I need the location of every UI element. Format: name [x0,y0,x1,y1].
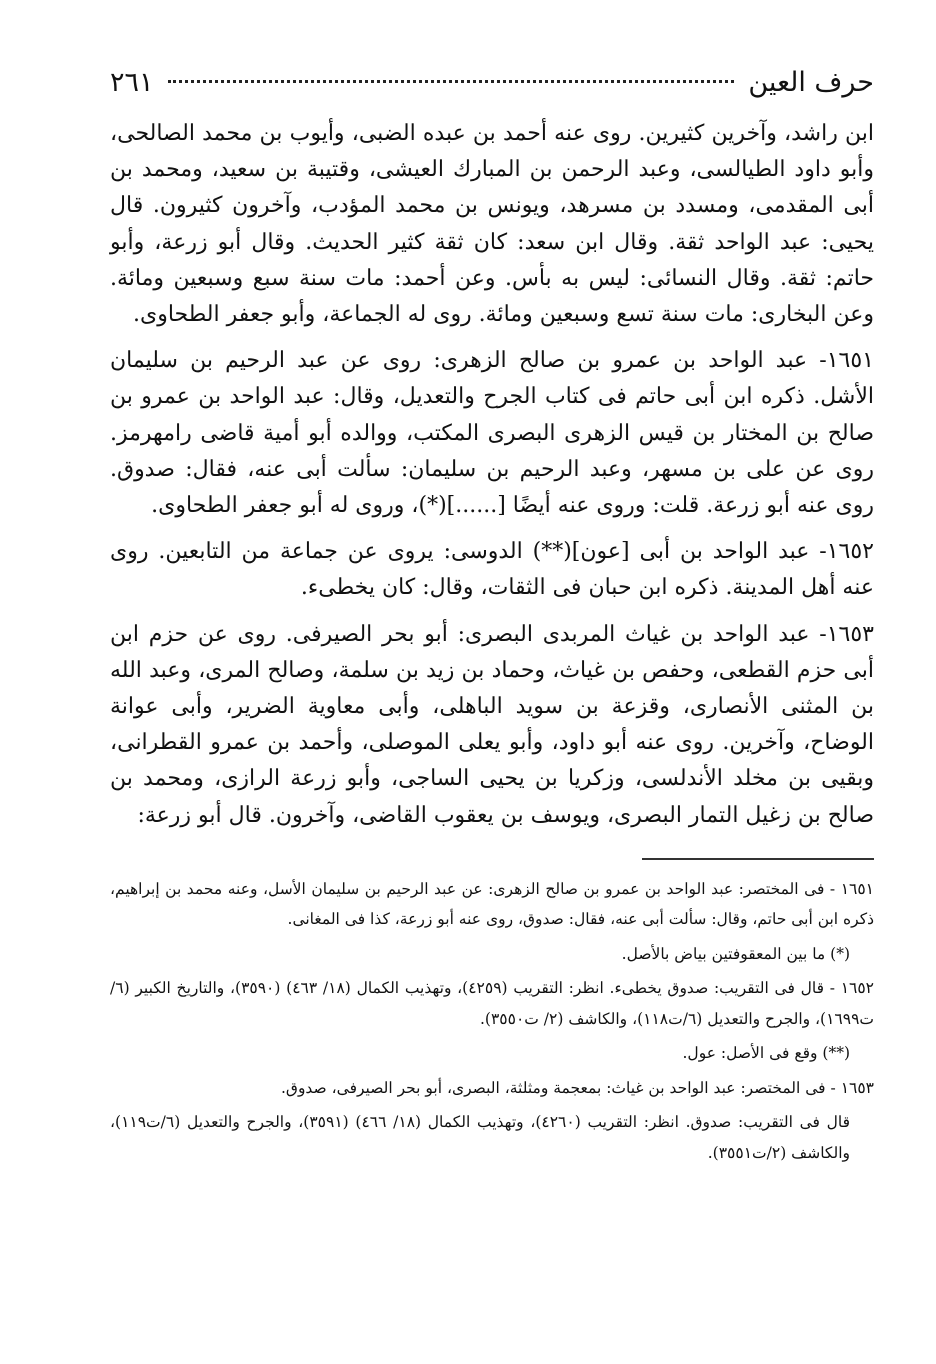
footnote-1652-star: (**) وقع فى الأصل: عول. [682,1044,850,1063]
footnotes [110,874,874,1169]
chapter-title: حرف العين [748,67,874,98]
entry-1653: ١٦٥٣- عبد الواحد بن غياث المربدى البصرى: أبو بحر الصيرفى. روى عن حزم ابن أبى حزم القطعى، وحفص بن غياث، وحماد بن زيد بن سلمة، وصالح المرى، وعبد الله بن المثنى الأنصارى، وقزعة بن سويد الباهلى، وأبى معاوية الضرير، وأبى عوانة الوضاح، وآخرين. روى عنه أبو داود، وأبو يعلى الموصلى، وأحمد بن عمرو القطرانى، وبقيى بن مخلد الأندلسى، وزكريا بن يحيى الساجى، وأبو زرعة الرازى، ومحمد بن صالح بن زغيل التمار البصرى، ويوسف بن يعقوب القاضى، وآخرون. قال أبو زرعة: [110,621,874,828]
leader-dots [168,80,735,83]
footnote-1653-detail: قال فى التقريب: صدوق. انظر: التقريب (٤٢٦٠)، وتهذيب الكمال (١٨/ ٤٦٦) (٣٥٩١)، والجرح والتعديل (٦/ت١١٩)، والكاشف (٢/ت٣٥٥١). [110,1113,851,1162]
entry-1651: ١٦٥١- عبد الواحد بن عمرو بن صالح الزهرى: روى عن عبد الرحيم بن سليمان الأشل. ذكره ابن أبى حاتم فى كتاب الجرح والتعديل، وقال: عبد الواحد بن عمرو بن صالح بن المختار بن قيس الزهرى البصرى المكتب، ووالده أبو أمية قاضى رامهرمز. روى عن على بن مسهر، وعبد الرحيم بن سليمان: سألت أبى عنه، فقال: صدوق. روى عنه أبو زرعة. قلت: وروى عنه أيضًا [......](*)، وروى له أبو جعفر الطحاوى. [110,348,874,519]
footnote-1651-star: (*) ما بين المعقوفتين بياض بالأصل. [621,944,850,963]
paragraph-continued: ابن راشد، وآخرين كثيرين. روى عنه أحمد بن عبده الضبى، وأيوب بن محمد الصالحى، وأبو داود الطيالسى، وعبد الرحمن بن المبارك العيشى، وقتيبة بن سعيد، ومحمد بن أبى المقدمى، ومسدد بن مسرهد، ويونس بن محمد المؤدب، وآخرون كثيرون. قال يحيى: عبد الواحد ثقة. وقال ابن سعد: كان ثقة كثير الحديث. وقال أبو زرعة، وأبو حاتم: ثقة. وقال النسائى: ليس به بأس. وعن أحمد: مات سنة سبع وسبعين ومائة. وعن البخارى: مات سنة تسع وسبعين ومائة. روى له الجماعة، وأبو جعفر الطحاوى. [110,121,874,328]
footnote-1653: ١٦٥٣ - فى المختصر: عبد الواحد بن غياث: بمعجمة ومثلثة، البصرى، أبو بحر الصيرفى، صدوق. [280,1078,874,1097]
footnote-separator [642,858,874,860]
main-text [110,116,874,834]
footnote-1652: ١٦٥٢ - قال فى التقريب: صدوق يخطىء. انظر: التقريب (٤٢٥٩)، وتهذيب الكمال (١٨/ ٤٦٣) (٣٥٩٠)، والتاريخ الكبير (٦/ت١٦٩٩)، والجرح والتعديل (٦/ت١١٨)، والكاشف (٢/ ت٣٥٥٠). [110,979,874,1028]
footnote-1651: ١٦٥١ - فى المختصر: عبد الواحد بن عمرو بن صالح الزهرى: عن عبد الرحيم بن سليمان الأسل، وعنه محمد بن إبراهيم، ذكره ابن أبى حاتم، وقال: سألت أبى عنه، فقال: صدوق، روى عنه أبو زرعة، كذا فى المغانى. [110,879,874,929]
page-number: ٢٦١ [110,67,154,98]
running-header [110,60,874,106]
entry-1652: ١٦٥٢- عبد الواحد بن أبى [عون](**) الدوسى: يروى عن جماعة من التابعين. روى عنه أهل المدينة. ذكره ابن حبان فى الثقات، وقال: كان يخطىء. [110,539,874,601]
